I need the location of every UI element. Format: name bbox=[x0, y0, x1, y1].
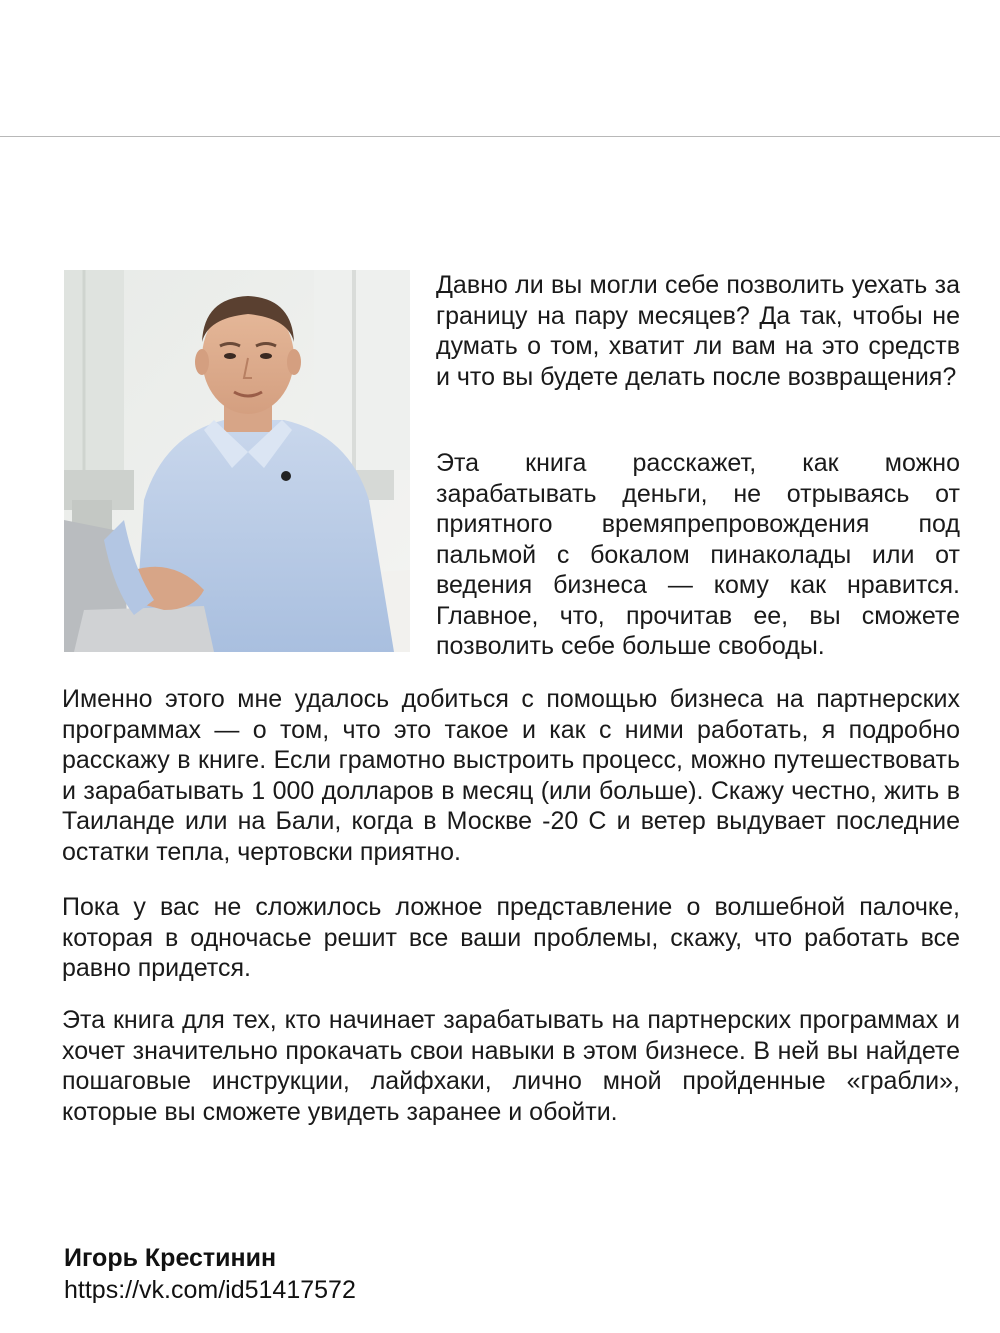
author-profile-link[interactable]: https://vk.com/id51417572 bbox=[64, 1276, 356, 1304]
author-name: Игорь Крестинин bbox=[64, 1244, 277, 1272]
author-photo bbox=[64, 270, 410, 652]
author-portrait-image bbox=[64, 270, 410, 652]
book-purpose-paragraph: Эта книга расскажет, как можно зарабатывать деньги, не отрываясь от приятного времяпрепровождения под пальмой с бокалом пинаколады или от ведения бизнеса — кому как нравится. Главное, что, прочитав ее, вы сможете позволить себе больше свободы. bbox=[436, 449, 960, 660]
audience-paragraph: Эта книга для тех, кто начинает зарабатывать на партнерских программах и хочет значительно прокачать свои навыки в этом бизнесе. В ней вы найдете пошаговые инструкции, лайфхаки, лично мной пройденные «грабли», которые вы сможете увидеть заранее и обойти. bbox=[62, 1006, 960, 1126]
top-divider bbox=[0, 136, 1000, 137]
author-experience-paragraph: Именно этого мне удалось добиться с помощью бизнеса на партнерских программах — о том, что это такое и как с ними работать, я подробно расскажу в книге. Если грамотно выстроить процесс, можно путешествовать и зарабатывать 1 000 долларов в месяц (или больше). Скажу честно, жить в Таиланде или на Бали, когда в Москве -20 С и ветер выдувает последние остатки тепла, чертовски приятно. bbox=[62, 685, 960, 866]
disclaimer-paragraph: Пока у вас не сложилось ложное представление о волшебной палочке, которая в одночасье решит все ваши проблемы, скажу, что работать все равно придется. bbox=[62, 893, 960, 982]
intro-paragraph: Давно ли вы могли себе позволить уехать за границу на пару месяцев? Да так, чтобы не думать о том, хватит ли вам на это средств и что вы будете делать после возвращения? bbox=[436, 271, 960, 391]
